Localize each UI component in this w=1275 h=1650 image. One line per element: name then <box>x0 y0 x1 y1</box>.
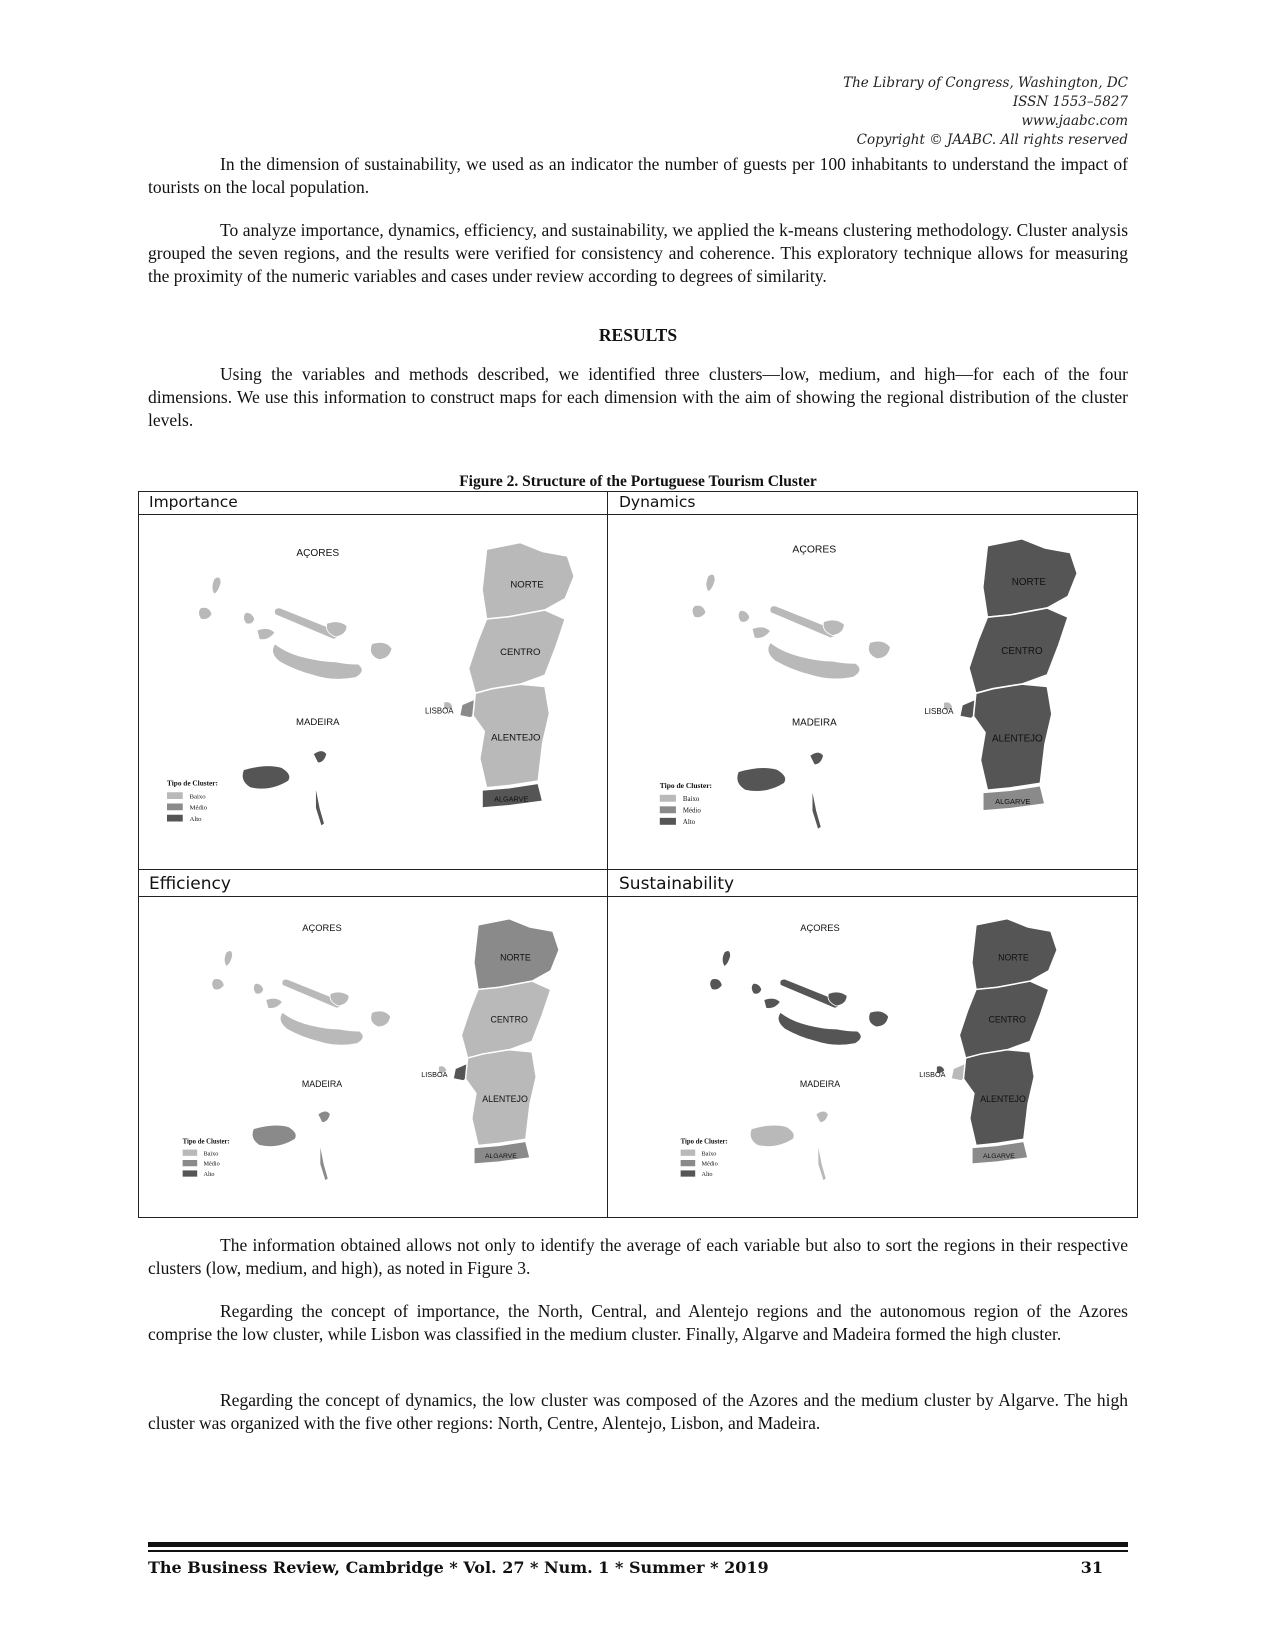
page-footer <box>148 1558 1103 1577</box>
label-alentejo: ALENTEJO <box>491 732 541 744</box>
region-acores <box>212 979 224 990</box>
legend-title: Tipo de Cluster: <box>680 1138 728 1146</box>
cluster-map-svg <box>149 518 599 864</box>
label-norte: NORTE <box>510 579 544 591</box>
region-madeira <box>812 788 821 830</box>
map-importance <box>149 518 599 864</box>
region-acores <box>768 643 860 679</box>
label-alentejo: ALENTEJO <box>980 1093 1026 1104</box>
label-centro: CENTRO <box>1001 646 1043 658</box>
region-acores <box>272 644 362 680</box>
region-acores <box>280 1012 363 1045</box>
legend-label-alto: Alto <box>701 1171 713 1179</box>
panel-title-dynamics: Dynamics <box>619 493 696 511</box>
legend-label-baixo: Baixo <box>203 1150 219 1158</box>
region-acores <box>692 605 706 618</box>
label-acores: AÇORES <box>296 548 340 559</box>
region-madeira <box>818 1143 826 1180</box>
figure-caption: Figure 2. Structure of the Portuguese Tourism Cluster <box>459 473 817 490</box>
paragraph-text: To analyze importance, dynamics, efficiency, and sustainability, we applied the k-means clustering methodology. Cluster analysis grouped the seven regions, and the results were verified for consistency and coherence. This exploratory technique allows for measuring the proximity of the numeric variables and cases under review according to degrees of similarity. <box>148 220 1128 286</box>
map-sustainability <box>617 900 1127 1212</box>
header-line-3: www.jaabc.com <box>1021 113 1128 129</box>
table-divider <box>139 896 1137 897</box>
label-acores: AÇORES <box>800 923 840 934</box>
region-acores <box>224 951 232 967</box>
label-algarve: ALGARVE <box>484 1152 517 1160</box>
legend-label-alto: Alto <box>189 815 202 823</box>
map-dynamics <box>617 518 1127 864</box>
legend-label-baixo: Baixo <box>701 1150 717 1158</box>
paragraph-kmeans <box>148 219 1128 288</box>
region-madeira <box>242 766 290 789</box>
paragraph-text: Regarding the concept of dynamics, the low cluster was composed of the Azores and the medium cluster by Algarve. The high cluster was organized with the five other regions: North, Centre, Alentejo, Lisbon, and Madeira. <box>148 1390 1128 1433</box>
panel-title-efficiency: Efficiency <box>149 874 231 894</box>
cluster-legend <box>167 779 218 823</box>
region-acores <box>244 612 255 624</box>
label-centro: CENTRO <box>988 1014 1026 1025</box>
region-acores <box>266 998 283 1008</box>
label-madeira: MADEIRA <box>296 716 340 728</box>
legend-swatch-baixo <box>183 1150 198 1156</box>
label-lisboa: LISBOA <box>919 1069 946 1079</box>
legend-swatch-medio <box>660 806 676 813</box>
page-number: 31 <box>1080 1558 1103 1577</box>
label-algarve: ALGARVE <box>995 797 1031 807</box>
header-line-2: ISSN 1553–5827 <box>1012 94 1128 110</box>
legend-label-baixo: Baixo <box>189 793 206 801</box>
region-madeira <box>737 768 786 792</box>
label-norte: NORTE <box>998 952 1029 963</box>
header-line-4: Copyright © JAABC. All rights reserved <box>856 132 1128 148</box>
region-madeira <box>320 1143 328 1180</box>
paragraph-sustainability <box>148 153 1128 199</box>
panel-title-sustainability: Sustainability <box>619 874 735 894</box>
paragraph-results <box>148 363 1128 432</box>
label-acores: AÇORES <box>302 923 342 934</box>
region-acores <box>778 1012 861 1045</box>
region-madeira <box>252 1125 296 1147</box>
label-madeira: MADEIRA <box>799 1079 841 1090</box>
journal-header <box>843 74 1128 150</box>
region-acores <box>371 1011 391 1027</box>
paragraph-text: Using the variables and methods described, we identified three clusters—low, medium, and high—for each of the four dimensions. We use this information to construct maps for each dimension with the aim of showing the regional distribution of the cluster levels. <box>148 364 1128 430</box>
legend-swatch-baixo <box>167 792 183 799</box>
results-heading: RESULTS <box>598 325 678 345</box>
table-divider-vertical <box>607 492 608 1217</box>
region-acores <box>868 641 890 659</box>
region-madeira <box>318 1111 330 1122</box>
label-alentejo: ALENTEJO <box>991 733 1043 745</box>
legend-swatch-alto <box>167 815 183 822</box>
paragraph-text: Regarding the concept of importance, the North, Central, and Alentejo regions and the autonomous region of the Azores comprise the low cluster, while Lisbon was classified in the medium cluster. Finally, Algarve and Madeira formed the high cluster. <box>148 1301 1128 1344</box>
region-acores <box>752 627 770 639</box>
region-madeira <box>810 752 824 765</box>
cluster-map-svg <box>617 518 1127 864</box>
cluster-legend <box>660 781 712 826</box>
legend-swatch-alto <box>183 1170 198 1176</box>
legend-label-medio: Médio <box>203 1160 220 1168</box>
region-madeira <box>313 751 327 763</box>
label-lisboa: LISBOA <box>421 1069 448 1079</box>
cluster-map-svg <box>617 900 1127 1212</box>
legend-label-baixo: Baixo <box>682 796 700 804</box>
region-acores <box>738 610 750 622</box>
label-madeira: MADEIRA <box>301 1079 343 1090</box>
legend-label-medio: Médio <box>701 1160 718 1168</box>
footer-rule <box>148 1542 1128 1547</box>
legend-swatch-baixo <box>681 1150 696 1156</box>
region-acores <box>706 574 715 592</box>
footer-journal: The Business Review, Cambridge * Vol. 27 * Num. 1 * Summer * 2019 <box>148 1558 769 1577</box>
region-acores <box>370 642 392 659</box>
region-acores <box>710 979 722 990</box>
label-acores: AÇORES <box>792 544 837 556</box>
cluster-legend <box>681 1138 728 1178</box>
label-algarve: ALGARVE <box>982 1152 1015 1160</box>
label-norte: NORTE <box>500 952 531 963</box>
label-centro: CENTRO <box>500 647 541 658</box>
legend-title: Tipo de Cluster: <box>182 1138 230 1146</box>
label-alentejo: ALENTEJO <box>482 1093 528 1104</box>
legend-title: Tipo de Cluster: <box>167 778 218 788</box>
panel-title-importance: Importance <box>149 493 238 511</box>
legend-label-alto: Alto <box>682 819 696 827</box>
header-line-1: The Library of Congress, Washington, DC <box>843 75 1128 91</box>
label-norte: NORTE <box>1011 576 1046 588</box>
legend-swatch-alto <box>660 818 676 825</box>
region-acores <box>722 951 730 967</box>
legend-label-medio: Médio <box>682 807 701 815</box>
region-madeira <box>750 1125 794 1147</box>
legend-swatch-medio <box>183 1160 198 1166</box>
label-lisboa: LISBOA <box>924 707 954 717</box>
legend-label-medio: Médio <box>189 804 208 812</box>
figure-table <box>138 491 1138 1218</box>
region-acores <box>199 607 213 619</box>
footer-rule <box>148 1550 1128 1552</box>
legend-title: Tipo de Cluster: <box>659 780 713 790</box>
paragraph-text: The information obtained allows not only to identify the average of each variable but also to sort the regions in their respective clusters (low, medium, and high), as noted in Figure 3. <box>148 1235 1128 1278</box>
table-divider <box>139 514 1137 515</box>
paragraph-importance <box>148 1300 1128 1346</box>
label-lisboa: LISBOA <box>425 706 454 716</box>
region-acores <box>253 983 263 994</box>
region-acores <box>869 1011 889 1027</box>
legend-swatch-alto <box>681 1170 696 1176</box>
region-acores <box>751 983 761 994</box>
label-algarve: ALGARVE <box>494 794 529 804</box>
paragraph-text: In the dimension of sustainability, we used as an indicator the number of guests per 100 inhabitants to understand the impact of tourists on the local population. <box>148 154 1128 197</box>
cluster-legend <box>183 1138 230 1178</box>
cluster-map-svg <box>149 900 599 1212</box>
paragraph-information <box>148 1234 1128 1280</box>
legend-label-alto: Alto <box>203 1171 215 1179</box>
paragraph-dynamics <box>148 1389 1128 1435</box>
region-acores <box>212 577 221 594</box>
label-centro: CENTRO <box>490 1014 528 1025</box>
legend-swatch-medio <box>167 804 183 811</box>
table-divider <box>139 869 1137 870</box>
map-efficiency <box>149 900 599 1212</box>
legend-swatch-baixo <box>660 795 676 802</box>
region-acores <box>764 998 781 1008</box>
region-madeira <box>316 786 325 827</box>
region-acores <box>257 628 275 639</box>
legend-swatch-medio <box>681 1160 696 1166</box>
region-madeira <box>816 1111 828 1122</box>
label-madeira: MADEIRA <box>792 717 837 729</box>
